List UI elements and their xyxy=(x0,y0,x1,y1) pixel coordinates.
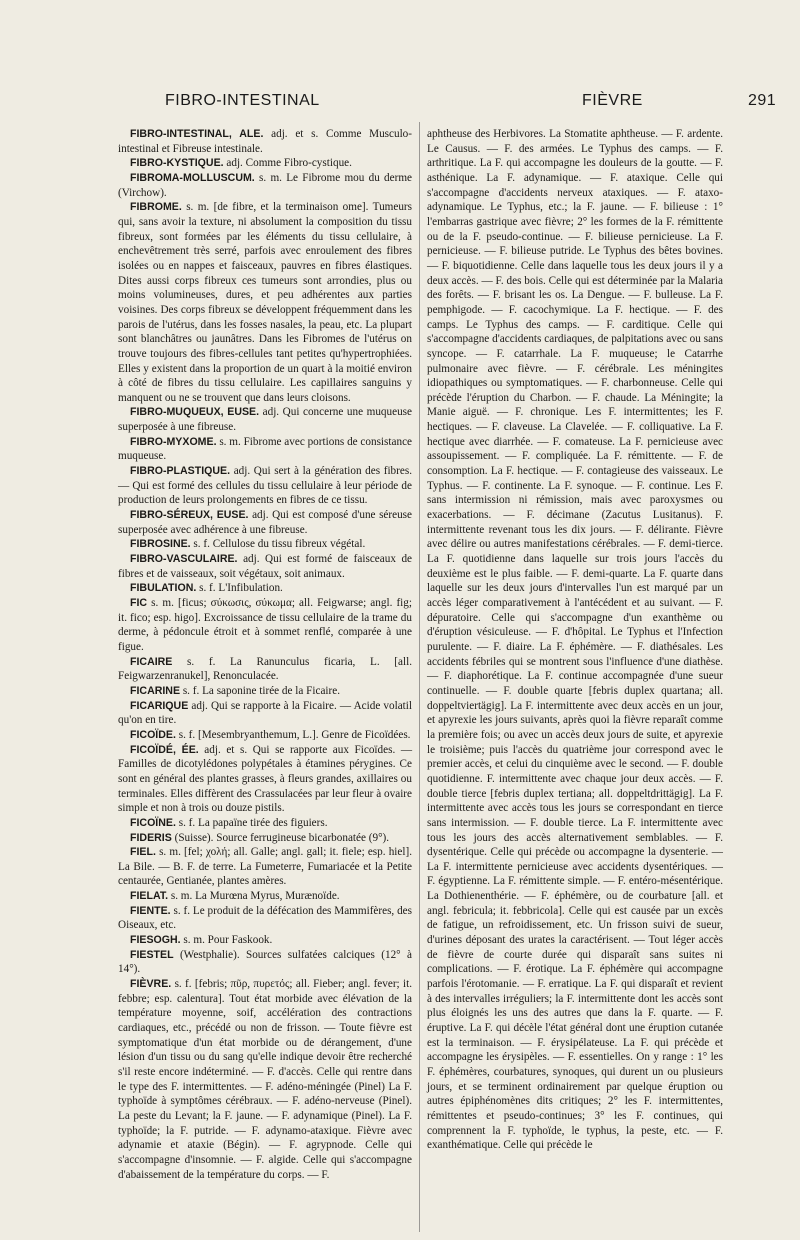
page-number: 291 xyxy=(748,92,777,109)
entry-definition: aphtheuse des Herbivores. La Stomatite aphtheuse. — F. ardente. Le Causus. — F. des armées. Le Typhus des camps. — F. arthritique. La F. qui accompagne les douleurs de la goutte. — F. asthénique. La F. adynamique. — F. ataxique. Celle qui s'accompagne d'accidents nerveux ataxiques. — F. ataxo-adynamique. Le Typhus, etc.; la F. jaune. — F. bilieuse : 1° l'embarras gastrique avec fièvre; 2° les formes de la F. rémittente ou de la F. pseudo-continue. — F. bilieuse pernicieuse. La F. pernicieuse. — F. bilieuse putride. Le Typhus des bêtes bovines. — F. biquotidienne. Celle dans laquelle tous les deux jours il y a deux accès. — F. des bois. Celle qui est déterminée par la Malaria des forêts. — F. brisant les os. La Dengue. — F. bulleuse. La F. pemphigode. — F. cacochymique. La F. hectique. — F. des camps. Le Typhus des camps. — F. carditique. Celle qui s'accompagne d'accidents cardiaques, de palpitations avec ou sans syncope. — F. catarrhale. La F. muqueuse; le Catarrhe pulmonaire avec fièvre. — F. cérébrale. Les méningites idiopathiques ou symptomatiques. — F. charbonneuse. Celle qui précède l'éruption du Charbon. — F. chaude. La Méningite; la Manie aiguë. — F. chronique. Les F. intermittentes; les F. hectiques. — F. claveuse. La Clavelée. — F. colliquative. La F. hectique avec diarrhée. — F. comateuse. La F. pernicieuse avec assoupissement. — F. compliquée. La F. rémittente. — F. de consomption. La F. hectique. — F. contagieuse des vaisseaux. Le Typhus. — F. continente. La F. synoque. — F. continue. Les F. sans intermission ni rémission, mais avec paroxysmes ou exacerbations. — F. décimane (Zacutus Lusitanus). F. intermittente revenant tous les dix jours. — F. délirante. Fièvre avec délire ou autres manifestations cérébrales. — F. demi-tierce. La F. quotidienne dans laquelle sur trois jours l'accès du deuxième est le plus faible. — F. demi-quarte. La F. quarte dans laquelle sur les deux jours d'intervalles l'un est marqué par un accès léger comparativement à l'antécédent et au suivant. — F. dépuratoire. Celle qui s'accompagne d'un exanthème ou d'éruption vésiculeuse. — F. d'hôpital. Le Typhus et l'Infection purulente. — F. diaire. La F. éphémère. — F. diathésales. Les accidents fébriles qui se montrent sous l'influence d'une diathèse. — F. diaphorétique. La F. continue accompagnée d'une sueur continuelle. — F. double quarte [febris duplex quartana; all. doppeltviertägig]. La F. intermittente avec deux accès en un jour, et apyrexie les jours suivants, après quoi la fièvre reparaît comme la première fois; ou avec un accès deux jours de suite, et apyrexie le troisième; puis l'accès du quatrième jour correspond avec le premier accès, et celui du cinquième avec le second. — F. double quotidienne. F. intermittente avec chaque jour deux accès. — F. double tierce [febris duplex tertiana; all. doppeltdrittägig]. La F. intermittente avec accès tous les jours se correspondant en tierce sans intermission. — F. double tierce. La F. intermittente avec tous les jours des accès alternativement semblables. — F. dysentérique. Celle qui précède ou accompagne la dysenterie. — La F. intermittente pernicieuse avec accidents dysentériques. — F. égyptienne. La F. rémittente simple. — F. entéro-mésentérique. La Dothienenthérie. — F. éphémère, ou de courbature [all. et angl. febricula; it. febbricola]. Celle qui est causée par un excès de fatigue, un refroidissement, etc. Un frisson suivi de sueur, d'urines déposant des urates la caractérisent. — Tout léger accès de fièvre de courte durée qui disparaît sans suites ni complications. — F. érotique. La F. éphémère qui accompagne parfois l'érotomanie. — F. erratique. La F. qui disparaît et revient à des intervalles irréguliers; la F. intermittente dont les accès sont plus éloignés les uns des autres que dans la F. quarte. — F. éruptive. La F. qui décèle l'état général dont une éruption cutanée est la terminaison. — F. érysipélateuse. La F. qui précède et accompagne les érysipèles. — F. essentielles. On y range : 1° les F. éphémères, courbatures, synoques, qui durent un ou plusieurs jours, et se terminent ordinairement par quelque éruption ou autres épiphénomènes dits critiques; 2° les F. intermittentes, rémittentes et pseudo-continues; 3° les F. continues, qui comprennent la F. typhoïde, le typhus, la peste, etc. — F. exanthématique. Celle qui précède le xyxy=(427,128,723,1152)
entry-definition: adj. Qui est composé d'une séreuse superposée avec adhérence à une fibreuse. xyxy=(118,509,412,536)
dictionary-entry xyxy=(118,845,412,889)
entry-headword: FIBRO-PLASTIQUE. xyxy=(130,465,231,478)
dictionary-entry xyxy=(118,156,412,171)
entry-headword: FICARIQUE xyxy=(130,699,189,712)
entry-definition: adj. et s. Comme Musculo-intestinal et Fibreuse intestinale. xyxy=(118,128,413,155)
entry-headword: FIBROSINE. xyxy=(130,538,191,551)
entry-definition: s. f. La Ranunculus ficaria, L. [all. Feigwarzenranukel], Renonculacée. xyxy=(118,655,413,683)
dictionary-entry xyxy=(427,127,723,1153)
entry-headword: FIBROME. xyxy=(130,201,182,214)
entry-headword: FICOÏDÉ, ÉE. xyxy=(130,743,199,756)
entry-headword: FIEL. xyxy=(130,846,156,859)
dictionary-entry xyxy=(118,743,412,816)
dictionary-entry xyxy=(118,581,412,596)
entry-definition: (Westphalie). Sources sulfatées calciques (12° à 14°). xyxy=(118,948,412,976)
entry-definition: s. f. Cellulose du tissu fibreux végétal. xyxy=(193,538,366,551)
right-column xyxy=(427,127,723,1153)
entry-headword: FICOÏNE. xyxy=(130,816,176,829)
dictionary-entry xyxy=(118,508,412,537)
dictionary-entry xyxy=(118,405,412,434)
entry-headword: FICARINE xyxy=(130,684,181,697)
running-head-right: FIÈVRE xyxy=(582,92,643,109)
entry-definition: s. f. La papaïne tirée des figuiers. xyxy=(178,816,328,829)
dictionary-entry xyxy=(118,655,412,684)
dictionary-entry xyxy=(118,200,412,405)
entry-headword: FIBRO-VASCULAIRE. xyxy=(130,553,238,566)
dictionary-entry xyxy=(118,933,412,948)
entry-definition: adj. Qui est formé de faisceaux de fibres et de vaisseaux, soit végétaux, soit animaux. xyxy=(118,553,413,580)
dictionary-entry xyxy=(118,127,412,156)
entry-headword: FIDERIS xyxy=(130,831,172,844)
dictionary-entry xyxy=(118,171,412,200)
dictionary-entry xyxy=(118,596,412,655)
entry-headword: FIENTE. xyxy=(130,904,171,917)
entry-definition: s. m. Le Fibrome mou du derme (Virchow). xyxy=(118,171,413,199)
entry-definition: s. m. [ficus; σύκωσις, σύκωμα; all. Feigwarse; angl. fig; it. fico; esp. higo]. Excroissance de tissu cellulaire de la trame du derme, à pédoncule étroit et à sommet renflé, comparée à une figue. xyxy=(118,597,412,653)
column-divider xyxy=(419,122,420,1232)
entry-definition: adj. Qui sert à la génération des fibres. — Qui est formé des cellules du tissu cellulaire à leur période de production de leurs prolongements en fibres de ce tissu. xyxy=(118,465,412,507)
entry-headword: FIBRO-INTESTINAL, ALE. xyxy=(130,128,264,140)
entry-definition: adj. Qui se rapporte à la Ficaire. — Acide volatil qu'on en tire. xyxy=(118,699,413,727)
entry-headword: FIC xyxy=(130,597,148,609)
entry-headword: FIBRO-MUQUEUX, EUSE. xyxy=(130,406,260,419)
running-head-left: FIBRO-INTESTINAL xyxy=(165,92,320,109)
entry-headword: FIBULATION. xyxy=(130,582,197,595)
entry-headword: FIELAT. xyxy=(130,890,169,903)
entry-headword: FIÈVRE. xyxy=(130,978,172,991)
dictionary-entry xyxy=(118,904,412,933)
dictionary-entry xyxy=(118,435,412,464)
entry-definition: s. m. [fel; χολή; all. Galle; angl. gall; it. fiele; esp. hiel]. La Bile. — B. F. de terre. La Fumeterre, Fumariacée et la Petite centaurée, Gentianée, plantes amères. xyxy=(118,846,413,888)
dictionary-entry xyxy=(118,816,412,831)
dictionary-entry xyxy=(118,699,412,728)
dictionary-entry xyxy=(118,728,412,743)
entry-definition: s. f. La saponine tirée de la Ficaire. xyxy=(182,684,341,697)
entry-definition: s. m. Pour Faskook. xyxy=(183,934,273,947)
dictionary-entry xyxy=(118,464,412,508)
entry-headword: FIBRO-MYXOME. xyxy=(130,435,217,448)
entry-definition: s. f. L'Infibulation. xyxy=(199,582,283,595)
entry-definition: s. f. [febris; πῦρ, πυρετός; all. Fieber; angl. fever; it. febbre; esp. calentura]. Tout état morbide avec élévation de la température moyenne, soif, accélération des contractions cardiaques, etc., précédé ou non de frisson. — Toute fièvre est symptomatique d'un état morbide ou de dérangement, d'une lésion d'un tissu ou du sang qu'elle indique devoir être recherché s'il reste encore indéterminé. — F. d'accès. Celle qui rentre dans le type des F. intermittentes. — F. adéno-méningée (Pinel) La F. typhoïde à symptômes cérébraux. — F. adéno-nerveuse (Pinel). La peste du Levant; la F. jaune. — F. adynamique (Pinel). La F. typhoïde; la F. putride. — F. adynamo-ataxique. Fièvre avec adynamie et ataxie (Bégin). — F. agrypnode. Celle qui s'accompagne d'insomnie. — F. algide. Celle qui s'accompagne d'abaissement de la température du corps. — F. xyxy=(118,978,413,1181)
dictionary-entry xyxy=(118,948,412,977)
dictionary-entry xyxy=(118,831,412,846)
dictionary-entry xyxy=(118,552,412,581)
entry-headword: FICAIRE xyxy=(130,655,173,668)
dictionary-entry xyxy=(118,889,412,904)
dictionary-entry xyxy=(118,977,412,1182)
entry-headword: FIBROMA-MOLLUSCUM. xyxy=(130,171,255,184)
entry-definition: s. f. Le produit de la défécation des Mammifères, des Oiseaux, etc. xyxy=(118,904,412,932)
entry-headword: FICOÏDE. xyxy=(130,728,176,741)
dictionary-entry xyxy=(118,537,412,552)
left-column xyxy=(118,127,412,1182)
entry-definition: s. f. [Mesembryanthemum, L.]. Genre de Ficoïdées. xyxy=(178,728,411,741)
entry-headword: FIBRO-KYSTIQUE. xyxy=(130,157,224,170)
entry-definition: adj. et s. Qui se rapporte aux Ficoïdes. — Familles de dicotylédones polypétales à étamines pérygines. Ce sont en général des plantes grasses, à fleurs grandes, axillaires ou terminales. Elles diffèrent des Crassulacées par leur fleur à ovaire simple et non à trois ou douze pistils. xyxy=(118,743,413,815)
entry-definition: s. m. Fibrome avec portions de consistance muqueuse. xyxy=(118,435,412,463)
entry-definition: (Suisse). Source ferrugineuse bicarbonatée (9°). xyxy=(174,831,390,844)
entry-definition: adj. Comme Fibro-cystique. xyxy=(226,157,352,170)
entry-headword: FIBRO-SÉREUX, EUSE. xyxy=(130,509,249,522)
entry-definition: s. m. La Murœna Myrus, Murænoïde. xyxy=(170,890,340,903)
entry-definition: s. m. [de fibre, et la terminaison ome]. Tumeurs qui, sans avoir la texture, ni absolument la composition du tissu fibreux, sont formées par les éléments du tissu cellulaire, à enchevêtrement très serré, parfois avec enroulement des fibres isolées ou en nappes et faisceaux, pauvres en fibres élastiques. Dites aussi corps fibreux ces tumeurs sont arrondies, plus ou moins volumineuses, dures, et peu adhérentes aux parties voisines. Des corps fibreux se développent fréquemment dans les parois de l'utérus, dans les fosses nasales, la peau, etc. La plupart sont blanchâtres ou jaunâtres. Dans les Fibromes de l'utérus on trouve toujours des fibres-cellules tant petites qu'hypertrophiées. Elles y existent dans la proportion de un quart à la moitié environ à côté de fibres du tissu cellulaire. Les capillaires sanguins y manquent ou ne se trouvent que dans leurs cloisons. xyxy=(118,201,413,404)
entry-definition: adj. Qui concerne une muqueuse superposée à une fibreuse. xyxy=(118,406,412,434)
entry-headword: FIESTEL xyxy=(130,948,174,961)
dictionary-entry xyxy=(118,684,412,699)
entry-headword: FIESOGH. xyxy=(130,934,181,947)
